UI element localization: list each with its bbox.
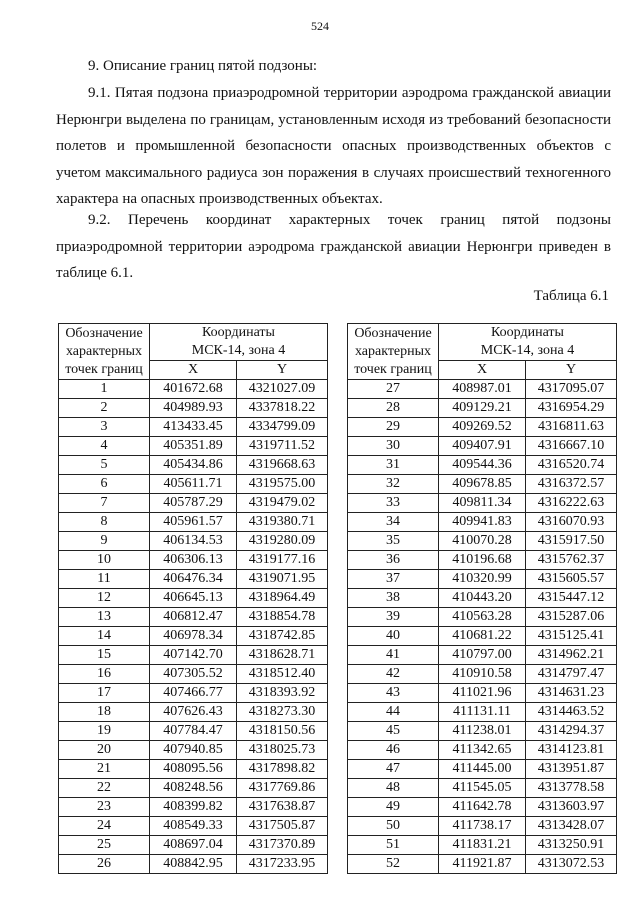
paragraph-line: характера на опасных производственных объектах.	[56, 191, 383, 207]
y-coordinate-cell: 4318393.92	[237, 684, 328, 703]
y-coordinate-cell: 4317505.87	[237, 817, 328, 836]
paragraph-9-2	[56, 207, 611, 287]
point-number-cell: 1	[59, 380, 150, 399]
point-number-cell: 46	[348, 741, 439, 760]
table-row	[348, 779, 617, 798]
paragraph-line: Нерюнгри выделена по границам, установленным исходя из требований безопасности	[56, 111, 611, 128]
paragraph-9-1	[56, 80, 611, 213]
table-row	[59, 494, 328, 513]
y-coordinate-cell: 4316954.29	[526, 399, 617, 418]
x-coordinate-cell: 411738.17	[439, 817, 526, 836]
paragraph-line: 9.2. Перечень координат характерных точек границ пятой подзоны	[88, 212, 611, 228]
y-coordinate-cell: 4319280.09	[237, 532, 328, 551]
point-number-cell: 31	[348, 456, 439, 475]
point-number-cell: 17	[59, 684, 150, 703]
y-coordinate-cell: 4337818.22	[237, 399, 328, 418]
y-coordinate-cell: 4313250.91	[526, 836, 617, 855]
point-number-cell: 8	[59, 513, 150, 532]
y-coordinate-cell: 4313951.87	[526, 760, 617, 779]
page-number: 524	[311, 19, 329, 33]
y-coordinate-cell: 4315447.12	[526, 589, 617, 608]
x-coordinate-cell: 411545.05	[439, 779, 526, 798]
point-number-cell: 41	[348, 646, 439, 665]
table-row	[59, 665, 328, 684]
table-row	[348, 646, 617, 665]
x-coordinate-cell: 410681.22	[439, 627, 526, 646]
y-coordinate-cell: 4317233.95	[237, 855, 328, 874]
table-row	[59, 437, 328, 456]
x-coordinate-cell: 410910.58	[439, 665, 526, 684]
point-number-cell: 27	[348, 380, 439, 399]
section-heading: 9. Описание границ пятой подзоны:	[88, 58, 318, 74]
x-coordinate-cell: 406978.34	[150, 627, 237, 646]
point-number-cell: 7	[59, 494, 150, 513]
x-coordinate-cell: 406134.53	[150, 532, 237, 551]
y-coordinate-cell: 4314797.47	[526, 665, 617, 684]
y-coordinate-cell: 4317370.89	[237, 836, 328, 855]
x-coordinate-cell: 408399.82	[150, 798, 237, 817]
point-number-cell: 35	[348, 532, 439, 551]
point-number-cell: 3	[59, 418, 150, 437]
point-number-cell: 48	[348, 779, 439, 798]
point-column-header: Обозначение характерных точек границ	[348, 324, 439, 380]
point-number-cell: 11	[59, 570, 150, 589]
x-coordinate-cell: 411445.00	[439, 760, 526, 779]
coords-column-header: Координаты МСК-14, зона 4	[439, 324, 617, 361]
y-coordinate-cell: 4314123.81	[526, 741, 617, 760]
paragraph-line: полетов и промышленной безопасности опасных производственных объектов с	[56, 138, 611, 154]
table-row	[348, 836, 617, 855]
table-row	[59, 475, 328, 494]
table-row	[59, 456, 328, 475]
table-row	[59, 779, 328, 798]
x-coordinate-cell: 409941.83	[439, 513, 526, 532]
point-number-cell: 21	[59, 760, 150, 779]
y-coordinate-cell: 4318273.30	[237, 703, 328, 722]
table-row	[348, 418, 617, 437]
point-number-cell: 4	[59, 437, 150, 456]
y-coordinate-cell: 4319711.52	[237, 437, 328, 456]
point-number-cell: 45	[348, 722, 439, 741]
x-coordinate-cell: 408987.01	[439, 380, 526, 399]
table-row	[59, 513, 328, 532]
table-row	[348, 627, 617, 646]
y-coordinate-cell: 4319380.71	[237, 513, 328, 532]
x-coordinate-cell: 409407.91	[439, 437, 526, 456]
point-number-cell: 14	[59, 627, 150, 646]
coordinates-table-right	[347, 323, 617, 874]
x-coordinate-cell: 408095.56	[150, 760, 237, 779]
table-row	[59, 589, 328, 608]
point-number-cell: 12	[59, 589, 150, 608]
y-coordinate-cell: 4318742.85	[237, 627, 328, 646]
table-row	[348, 722, 617, 741]
table-row	[348, 570, 617, 589]
table-row	[59, 684, 328, 703]
x-coordinate-cell: 405351.89	[150, 437, 237, 456]
point-number-cell: 13	[59, 608, 150, 627]
x-coordinate-cell: 408697.04	[150, 836, 237, 855]
point-column-header: Обозначение характерных точек границ	[59, 324, 150, 380]
table-row	[59, 741, 328, 760]
x-coordinate-cell: 410563.28	[439, 608, 526, 627]
x-coordinate-cell: 408842.95	[150, 855, 237, 874]
x-coordinate-cell: 411831.21	[439, 836, 526, 855]
x-coordinate-cell: 401672.68	[150, 380, 237, 399]
x-coordinate-cell: 406645.13	[150, 589, 237, 608]
y-coordinate-cell: 4315287.06	[526, 608, 617, 627]
table-row	[348, 665, 617, 684]
table-row	[348, 494, 617, 513]
x-coordinate-cell: 406476.34	[150, 570, 237, 589]
x-coordinate-cell: 405434.86	[150, 456, 237, 475]
point-number-cell: 18	[59, 703, 150, 722]
x-coordinate-cell: 411921.87	[439, 855, 526, 874]
table-row	[348, 760, 617, 779]
table-row	[348, 589, 617, 608]
y-coordinate-cell: 4317638.87	[237, 798, 328, 817]
table-row	[59, 418, 328, 437]
paragraph-line: 9.1. Пятая подзона приаэродромной территории аэродрома гражданской авиации	[88, 85, 611, 101]
y-coordinate-cell: 4318628.71	[237, 646, 328, 665]
table-row	[59, 836, 328, 855]
table-row	[59, 608, 328, 627]
table-row	[59, 760, 328, 779]
y-coordinate-cell: 4318025.73	[237, 741, 328, 760]
point-number-cell: 2	[59, 399, 150, 418]
point-number-cell: 5	[59, 456, 150, 475]
coordinates-table-left	[58, 323, 328, 874]
point-number-cell: 23	[59, 798, 150, 817]
point-number-cell: 29	[348, 418, 439, 437]
y-coordinate-cell: 4319479.02	[237, 494, 328, 513]
point-number-cell: 22	[59, 779, 150, 798]
x-coordinate-cell: 406306.13	[150, 551, 237, 570]
x-coordinate-cell: 408248.56	[150, 779, 237, 798]
point-number-cell: 34	[348, 513, 439, 532]
x-coordinate-cell: 409269.52	[439, 418, 526, 437]
y-coordinate-cell: 4315125.41	[526, 627, 617, 646]
point-number-cell: 52	[348, 855, 439, 874]
point-number-cell: 20	[59, 741, 150, 760]
y-coordinate-cell: 4313428.07	[526, 817, 617, 836]
x-column-header: X	[150, 361, 237, 380]
y-coordinate-cell: 4317095.07	[526, 380, 617, 399]
point-number-cell: 19	[59, 722, 150, 741]
y-coordinate-cell: 4317769.86	[237, 779, 328, 798]
point-number-cell: 32	[348, 475, 439, 494]
table-row	[59, 380, 328, 399]
table-row	[348, 380, 617, 399]
table-row	[59, 722, 328, 741]
x-coordinate-cell: 411021.96	[439, 684, 526, 703]
point-number-cell: 15	[59, 646, 150, 665]
paragraph-line: учетом максимального радиуса зон поражения в случаях происшествий техногенного	[56, 164, 611, 181]
point-number-cell: 37	[348, 570, 439, 589]
table-row	[348, 551, 617, 570]
x-coordinate-cell: 410320.99	[439, 570, 526, 589]
point-number-cell: 26	[59, 855, 150, 874]
x-coordinate-cell: 404989.93	[150, 399, 237, 418]
table-row	[348, 437, 617, 456]
table-row	[59, 570, 328, 589]
x-coordinate-cell: 410070.28	[439, 532, 526, 551]
table-row	[348, 513, 617, 532]
x-coordinate-cell: 413433.45	[150, 418, 237, 437]
x-coordinate-cell: 407305.52	[150, 665, 237, 684]
table-row	[59, 627, 328, 646]
point-number-cell: 16	[59, 665, 150, 684]
x-coordinate-cell: 409678.85	[439, 475, 526, 494]
point-number-cell: 10	[59, 551, 150, 570]
y-coordinate-cell: 4316811.63	[526, 418, 617, 437]
y-coordinate-cell: 4315762.37	[526, 551, 617, 570]
point-number-cell: 9	[59, 532, 150, 551]
x-coordinate-cell: 405961.57	[150, 513, 237, 532]
y-coordinate-cell: 4319668.63	[237, 456, 328, 475]
y-coordinate-cell: 4334799.09	[237, 418, 328, 437]
x-coordinate-cell: 407784.47	[150, 722, 237, 741]
point-number-cell: 30	[348, 437, 439, 456]
point-number-cell: 6	[59, 475, 150, 494]
table-row	[348, 456, 617, 475]
y-column-header: Y	[237, 361, 328, 380]
table-row	[59, 551, 328, 570]
y-coordinate-cell: 4314631.23	[526, 684, 617, 703]
y-coordinate-cell: 4316667.10	[526, 437, 617, 456]
y-coordinate-cell: 4319575.00	[237, 475, 328, 494]
y-coordinate-cell: 4319177.16	[237, 551, 328, 570]
table-row	[348, 798, 617, 817]
x-coordinate-cell: 407940.85	[150, 741, 237, 760]
point-number-cell: 36	[348, 551, 439, 570]
x-coordinate-cell: 409544.36	[439, 456, 526, 475]
x-coordinate-cell: 407466.77	[150, 684, 237, 703]
y-coordinate-cell: 4313072.53	[526, 855, 617, 874]
table-row	[59, 855, 328, 874]
x-coordinate-cell: 407626.43	[150, 703, 237, 722]
y-column-header: Y	[526, 361, 617, 380]
point-number-cell: 51	[348, 836, 439, 855]
table-row	[59, 399, 328, 418]
table-row	[59, 646, 328, 665]
table-row	[59, 703, 328, 722]
y-coordinate-cell: 4314463.52	[526, 703, 617, 722]
x-coordinate-cell: 405787.29	[150, 494, 237, 513]
y-coordinate-cell: 4315605.57	[526, 570, 617, 589]
y-coordinate-cell: 4318854.78	[237, 608, 328, 627]
x-coordinate-cell: 410443.20	[439, 589, 526, 608]
x-coordinate-cell: 409811.34	[439, 494, 526, 513]
y-coordinate-cell: 4315917.50	[526, 532, 617, 551]
point-number-cell: 50	[348, 817, 439, 836]
table-row	[348, 399, 617, 418]
x-coordinate-cell: 411342.65	[439, 741, 526, 760]
table-row	[348, 608, 617, 627]
point-number-cell: 25	[59, 836, 150, 855]
y-coordinate-cell: 4314962.21	[526, 646, 617, 665]
y-coordinate-cell: 4319071.95	[237, 570, 328, 589]
y-coordinate-cell: 4313778.58	[526, 779, 617, 798]
y-coordinate-cell: 4314294.37	[526, 722, 617, 741]
x-coordinate-cell: 410196.68	[439, 551, 526, 570]
x-coordinate-cell: 409129.21	[439, 399, 526, 418]
point-number-cell: 28	[348, 399, 439, 418]
point-number-cell: 40	[348, 627, 439, 646]
x-coordinate-cell: 406812.47	[150, 608, 237, 627]
point-number-cell: 39	[348, 608, 439, 627]
table-row	[348, 741, 617, 760]
x-coordinate-cell: 407142.70	[150, 646, 237, 665]
paragraph-line: приаэродромной территории аэродрома гражданской авиации Нерюнгри приведен в	[56, 238, 611, 255]
table-row	[348, 532, 617, 551]
table-row	[348, 855, 617, 874]
point-number-cell: 33	[348, 494, 439, 513]
x-coordinate-cell: 411238.01	[439, 722, 526, 741]
y-coordinate-cell: 4316372.57	[526, 475, 617, 494]
point-number-cell: 43	[348, 684, 439, 703]
paragraph-line: таблице 6.1.	[56, 265, 134, 281]
x-coordinate-cell: 405611.71	[150, 475, 237, 494]
table-row	[348, 703, 617, 722]
y-coordinate-cell: 4313603.97	[526, 798, 617, 817]
point-number-cell: 42	[348, 665, 439, 684]
table-row	[59, 798, 328, 817]
table-row	[59, 532, 328, 551]
point-number-cell: 49	[348, 798, 439, 817]
y-coordinate-cell: 4318150.56	[237, 722, 328, 741]
point-number-cell: 47	[348, 760, 439, 779]
x-coordinate-cell: 411642.78	[439, 798, 526, 817]
x-coordinate-cell: 408549.33	[150, 817, 237, 836]
y-coordinate-cell: 4316520.74	[526, 456, 617, 475]
point-number-cell: 24	[59, 817, 150, 836]
y-coordinate-cell: 4317898.82	[237, 760, 328, 779]
y-coordinate-cell: 4318964.49	[237, 589, 328, 608]
y-coordinate-cell: 4316070.93	[526, 513, 617, 532]
table-caption: Таблица 6.1	[533, 288, 609, 304]
point-number-cell: 44	[348, 703, 439, 722]
x-coordinate-cell: 411131.11	[439, 703, 526, 722]
table-row	[348, 817, 617, 836]
y-coordinate-cell: 4316222.63	[526, 494, 617, 513]
table-row	[348, 475, 617, 494]
x-column-header: X	[439, 361, 526, 380]
table-row	[59, 817, 328, 836]
x-coordinate-cell: 410797.00	[439, 646, 526, 665]
table-row	[348, 684, 617, 703]
y-coordinate-cell: 4318512.40	[237, 665, 328, 684]
y-coordinate-cell: 4321027.09	[237, 380, 328, 399]
coords-column-header: Координаты МСК-14, зона 4	[150, 324, 328, 361]
point-number-cell: 38	[348, 589, 439, 608]
